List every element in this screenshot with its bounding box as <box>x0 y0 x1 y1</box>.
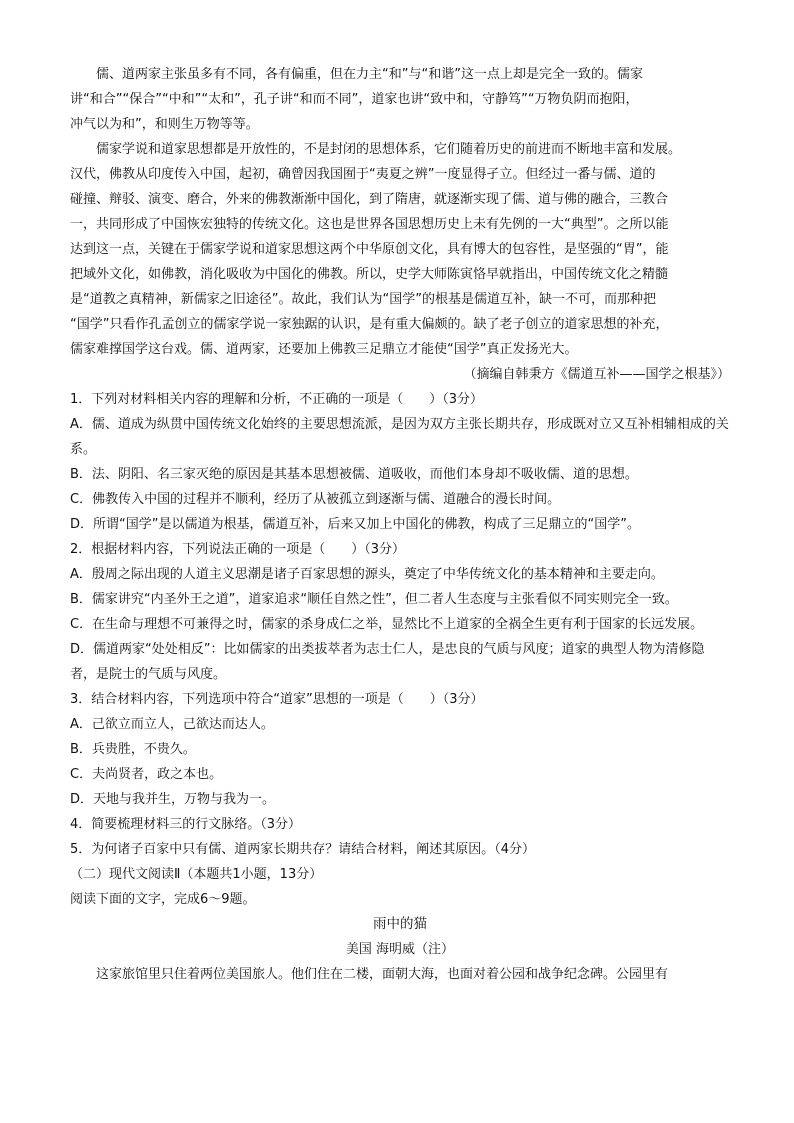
question-1-option-d: D．所谓“国学”是以儒道为根基，儒道互补，后来又加上中国化的佛教，构成了三足鼎立的“国学”。 <box>70 517 640 532</box>
question-2-option-d: D．儒道两家“处处相反”：比如儒家的出类拔萃者为志士仁人，是忠良的气质与风度；道家的典型人物为清修隐者，是院士的气质与风度。 <box>70 642 705 682</box>
question-4: 4．简要梳理材料三的行文脉络。（3分） <box>70 817 302 832</box>
question-1-option-b: B．法、阴阳、名三家灭绝的原因是其基本思想被儒、道吸收，而他们本身却不吸收儒、道的思想。 <box>70 467 638 482</box>
passage-line: 讲“和合”“保合”“中和”“太和”，孔子讲“和而不同”，道家也讲“致中和，守静笃”“万物负阴而抱阳， <box>70 92 639 107</box>
passage-line: 儒家学说和道家思想都是开放性的，不是封闭的思想体系，它们随着历史的前进而不断地丰富和发展。 <box>96 142 682 157</box>
passage-line: 碰撞、辩驳、演变、磨合，外来的佛教渐渐中国化，到了隋唐，就逐渐实现了儒、道与佛的融合，三教合 <box>70 192 669 207</box>
passage-line: 一，共同形成了中国恢宏独特的传统文化。这也是世界各国思想历史上未有先例的一大“典型”。之所以能 <box>70 217 669 232</box>
passage-line: 把域外文化，如佛教，消化吸收为中国化的佛教。所以，史学大师陈寅恪早就指出，中国传统文化之精髓 <box>70 267 669 282</box>
passage-line: 儒家难撑国学这台戏。儒、道两家，还要加上佛教三足鼎立才能使“国学”真正发扬光大。 <box>70 342 578 357</box>
passage-line: 是“道教之真精神，新儒家之旧途径”。故此，我们认为“国学”的根基是儒道互补，缺一不可，而那种把 <box>70 292 656 307</box>
question-2: 2．根据材料内容，下列说法正确的一项是（ ）（3分） <box>70 542 406 557</box>
section-heading: （二）现代文阅读Ⅱ（本题共1小题，13分） <box>70 867 323 882</box>
passage-line: “国学”只看作孔孟创立的儒家学说一家独踞的认识，是有重大偏颇的。缺了老子创立的道家思想的补充， <box>70 317 669 332</box>
question-2-option-a: A．殷周之际出现的人道主义思潮是诸子百家思想的源头，奠定了中华传统文化的基本精神和主要走向。 <box>70 567 664 582</box>
passage-line: 冲气以为和”，和则生万物等等。 <box>70 117 259 132</box>
question-1: 1．下列对材料相关内容的理解和分析，不正确的一项是（ ）（3分） <box>70 392 484 407</box>
question-3-option-d: D．天地与我并生，万物与我为一。 <box>70 792 276 807</box>
passage-line: 儒、道两家主张虽多有不同，各有偏重，但在力主“和”与“和谐”这一点上却是完全一致的。儒家 <box>96 67 643 82</box>
section-instruction: 阅读下面的文字，完成6～9题。 <box>70 892 256 907</box>
question-1-option-c: C．佛教传入中国的过程并不顺利，经历了从被孤立到逐渐与儒、道融合的漫长时间。 <box>70 492 561 507</box>
source-citation: （摘编自韩秉方《儒道互补——国学之根基》） <box>463 367 730 382</box>
story-first-line: 这家旅馆里只住着两位美国旅人。他们住在二楼，面朝大海，也面对着公园和战争纪念碑。公园里有 <box>96 967 669 982</box>
question-3: 3．结合材料内容，下列选项中符合“道家”思想的一项是（ ）（3分） <box>70 692 484 707</box>
story-author: 美国 海明威（注） <box>345 942 455 957</box>
question-2-option-b: B．儒家讲究“内圣外王之道”，道家追求“顺任自然之性”，但二者人生态度与主张看似不同实则完全一致。 <box>70 592 678 607</box>
question-5: 5．为何诸子百家中只有儒、道两家长期共存？请结合材料，阐述其原因。（4分） <box>70 842 536 857</box>
question-3-option-a: A．己欲立而立人，己欲达而达人。 <box>70 717 274 732</box>
question-2-option-c: C．在生命与理想不可兼得之时，儒家的杀身成仁之举，显然比不上道家的全祸全生更有利于国家的长远发展。 <box>70 617 704 632</box>
story-title: 雨中的猫 <box>373 916 427 932</box>
passage-line: 达到这一点，关键在于儒家学说和道家思想这两个中华原创文化，具有博大的包容性，是坚强的“胃”，能 <box>70 242 669 257</box>
exam-page <box>70 62 730 987</box>
question-1-option-a: A．儒、道成为纵贯中国传统文化始终的主要思想流派，是因为双方主张长期共存，形成既对立又互补相辅相成的关系。 <box>70 417 729 457</box>
question-3-option-b: B．兵贵胜，不贵久。 <box>70 742 196 757</box>
passage-line: 汉代，佛教从印度传入中国，起初，确曾因我国囿于“夷夏之辨”一度显得孑立。但经过一番与儒、道的 <box>70 167 656 182</box>
question-3-option-c: C．夫尚贤者，政之本也。 <box>70 767 223 782</box>
